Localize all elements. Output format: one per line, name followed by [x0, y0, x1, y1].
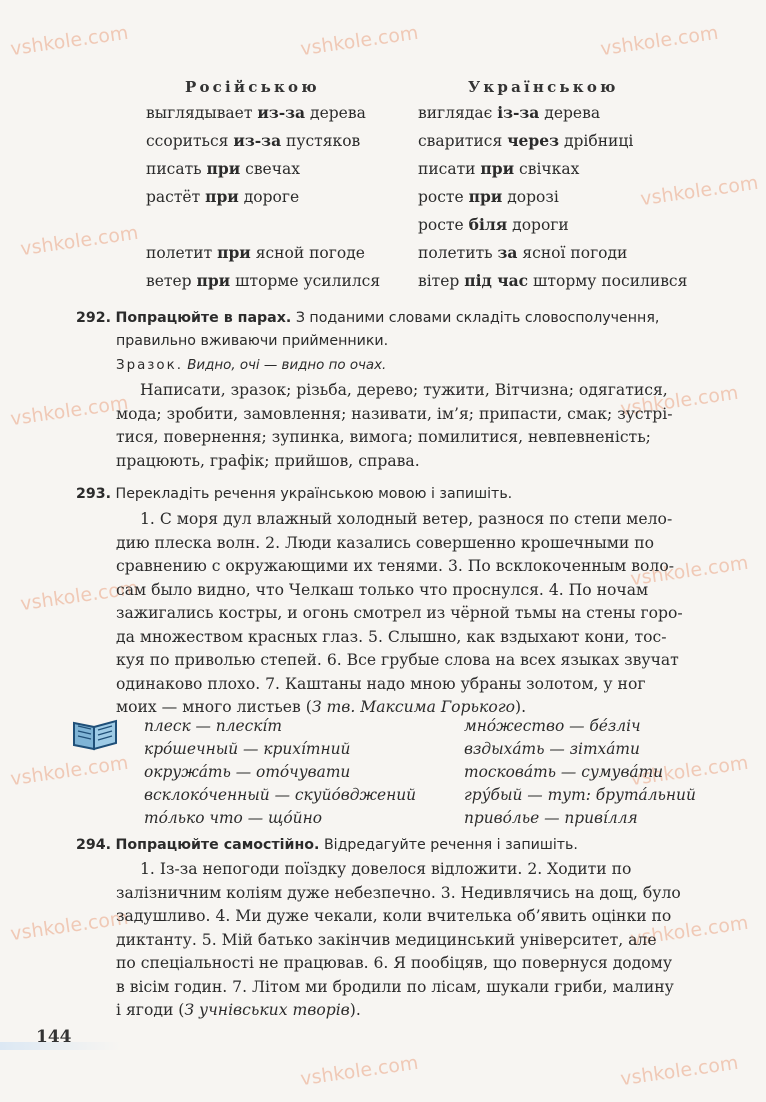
task-292-words — [116, 379, 706, 473]
vocab-item: то́лько что — що́йно — [144, 809, 322, 827]
text-line: залізничним коліям дуже небезпечно. 3. Недивлячись на дощ, було — [116, 883, 681, 902]
text-fragment: ветер — [146, 272, 197, 290]
text-fragment: пустяков — [281, 132, 361, 150]
table-cell-ru — [146, 187, 299, 206]
task-title: Попрацюйте самостійно. — [115, 837, 320, 853]
task-number: 293. — [76, 486, 112, 502]
text-fragment: шторму посилився — [528, 272, 688, 290]
text-fragment: і ягоди ( — [116, 1001, 185, 1019]
header-russian: Російською — [185, 78, 320, 96]
table-cell-ru — [146, 243, 365, 262]
text-line: по спеціальності не працював. 6. Я пообіцяв, що повернуся додому — [116, 954, 672, 972]
table-cell-uk — [418, 187, 559, 206]
table-cell-uk — [418, 215, 569, 234]
watermark: vshkole.com — [19, 576, 140, 616]
text-fragment: писать — [146, 160, 207, 178]
text-line: диктанту. 5. Мій батько закінчив медицинський університет, але — [116, 930, 657, 949]
text-fragment: ясної погоди — [517, 244, 628, 262]
text-fragment: дороги — [507, 216, 569, 234]
vocab-item: приво́лье — приві́лля — [464, 809, 638, 827]
task-292-sample — [116, 358, 386, 373]
text-line: працюють, графік; прийшов, справа. — [116, 451, 420, 470]
text-line — [116, 999, 706, 1023]
text-line: одинаково плохо. 7. Каштаны надо мною убраны золотом, у ног — [116, 674, 646, 693]
watermark: vshkole.com — [299, 1051, 420, 1091]
preposition: при — [480, 159, 515, 178]
text-fragment: растёт — [146, 188, 206, 206]
text-line: задушливо. 4. Ми дуже чекали, коли вчителька об’явить оцінки по — [116, 907, 672, 925]
text-fragment: росте — [418, 188, 469, 206]
text-fragment: дерева — [539, 104, 601, 122]
task-292-heading — [76, 307, 706, 330]
watermark: vshkole.com — [19, 221, 140, 261]
text-fragment: дерева — [305, 104, 366, 122]
watermark: vshkole.com — [9, 906, 130, 946]
watermark: vshkole.com — [629, 551, 750, 591]
text-fragment: моих — много листьев ( — [116, 698, 312, 716]
watermark: vshkole.com — [9, 751, 130, 791]
preposition: из-за — [233, 131, 282, 150]
text-line: дию плеска волн. 2. Люди казались совершенно крошечными по — [116, 533, 655, 552]
text-line: 1. С моря дул влажный холодный ветер, разнося по степи мело- — [140, 510, 673, 528]
preposition: при — [217, 243, 251, 262]
task-number: 294. — [76, 837, 112, 853]
text-line: зажигались костры, и огонь смотрел из чёрной тьмы на стены горо- — [116, 604, 683, 622]
table-cell-ru — [146, 103, 366, 122]
text-line: Написати, зразок; різьба, дерево; тужити, Вітчизна; одягатися, — [140, 381, 668, 399]
text-fragment: дрібниці — [559, 132, 634, 150]
task-instruction: Перекладіть речення українською мовою і запишіть. — [115, 486, 513, 502]
preposition: из-за — [257, 103, 306, 122]
watermark: vshkole.com — [299, 21, 420, 61]
text-fragment: выглядывает — [146, 104, 258, 122]
vocab-item: тоскова́ть — сумува́ти — [464, 763, 664, 781]
text-line: в вісім годин. 7. Літом ми бродили по лісам, шукали гриби, малину — [116, 977, 674, 996]
text-fragment: свічках — [514, 160, 580, 178]
text-line: тися, повернення; зупинка, вимога; помилитися, невпевненість; — [116, 428, 651, 446]
watermark: vshkole.com — [639, 171, 760, 211]
text-line: мода; зробити, замовлення; називати, ім’я; припасти, смак; зустрі- — [116, 404, 673, 423]
table-cell-ru — [146, 271, 380, 290]
vocabulary-right — [464, 715, 696, 830]
table-cell-uk — [418, 131, 633, 150]
text-fragment: виглядає — [418, 104, 498, 122]
watermark: vshkole.com — [629, 751, 750, 791]
vocabulary-left — [144, 715, 416, 830]
table-cell-uk — [418, 159, 579, 178]
table-cell-uk — [418, 271, 687, 290]
task-instruction: Відредагуйте речення і запишіть. — [323, 837, 578, 853]
task-292-instruction-cont: правильно вживаючи прийменники. — [116, 333, 389, 349]
text-fragment: полетить — [418, 244, 498, 262]
sample-text: Видно, очі — видно по очах. — [187, 358, 387, 373]
watermark: vshkole.com — [619, 1051, 740, 1091]
task-294-heading — [76, 834, 706, 857]
preposition: при — [205, 187, 239, 206]
text-line: да множеством красных глаз. 5. Слышно, как вздыхают кони, тос- — [116, 627, 667, 646]
page-number: 144 — [36, 1027, 72, 1047]
table-cell-ru — [146, 131, 360, 150]
text-line: куя по приволью степей. 6. Все грубые слова на всех языках звучат — [116, 651, 679, 669]
task-title: Попрацюйте в парах. — [115, 310, 292, 326]
text-fragment: дороге — [238, 188, 300, 206]
text-fragment: шторме усилился — [230, 272, 381, 290]
preposition: із-за — [497, 103, 540, 122]
preposition: за — [497, 243, 518, 262]
text-fragment: сваритися — [418, 132, 508, 150]
text-line: сам было видно, что Челкаш только что проснулся. 4. По ночам — [116, 580, 649, 599]
watermark: vshkole.com — [9, 21, 130, 61]
text-fragment: ссориться — [146, 132, 234, 150]
table-cell-ru — [146, 159, 300, 178]
source-citation: З учнівських творів — [184, 1001, 350, 1019]
task-instruction: З поданими словами складіть словосполучення, — [295, 310, 660, 326]
watermark: vshkole.com — [9, 391, 130, 431]
vocab-item: гру́бый — тут: брута́льний — [464, 786, 696, 804]
preposition: під час — [464, 271, 529, 290]
vocab-item: плеск — плескі́т — [144, 717, 282, 735]
vocab-item: окружа́ть — ото́чувати — [144, 763, 351, 781]
task-number: 292. — [76, 310, 112, 326]
source-citation: З тв. Максима Горького — [311, 698, 515, 716]
watermark: vshkole.com — [599, 21, 720, 61]
text-fragment: писати — [418, 160, 481, 178]
text-fragment: росте — [418, 216, 469, 234]
vocab-item: кро́шечный — крихі́тний — [144, 740, 351, 758]
preposition: при — [196, 271, 231, 290]
watermark: vshkole.com — [619, 381, 740, 421]
text-fragment: ясной погоде — [250, 244, 365, 262]
text-fragment: ). — [349, 1001, 361, 1019]
preposition: через — [507, 131, 560, 150]
text-line: 1. Із-за непогоди поїздку довелося відложити. 2. Ходити по — [140, 860, 632, 878]
task-293-heading — [76, 483, 706, 506]
table-cell-uk — [418, 243, 627, 262]
sample-label: Зразок. — [116, 358, 183, 373]
vocab-item: мно́жество — бе́зліч — [464, 717, 641, 735]
text-line: сравнению с окружающими их тенями. 3. По всклокоченным воло- — [116, 557, 674, 575]
text-fragment: полетит — [146, 244, 218, 262]
table-cell-uk — [418, 103, 600, 122]
watermark: vshkole.com — [629, 911, 750, 951]
header-ukrainian: Українською — [468, 78, 619, 96]
text-fragment: вітер — [418, 272, 465, 290]
preposition: біля — [468, 215, 508, 234]
task-293-text — [116, 508, 706, 720]
vocab-item: всклоко́ченный — скуйо́вджений — [144, 786, 417, 804]
task-294-text — [116, 858, 706, 1023]
text-fragment: ). — [514, 698, 527, 716]
vocab-item: вздыха́ть — зітха́ти — [464, 740, 640, 758]
preposition: при — [468, 187, 503, 206]
book-icon — [70, 713, 120, 751]
text-fragment: дорозі — [502, 188, 559, 206]
preposition: при — [206, 159, 241, 178]
text-fragment: свечах — [240, 160, 300, 178]
